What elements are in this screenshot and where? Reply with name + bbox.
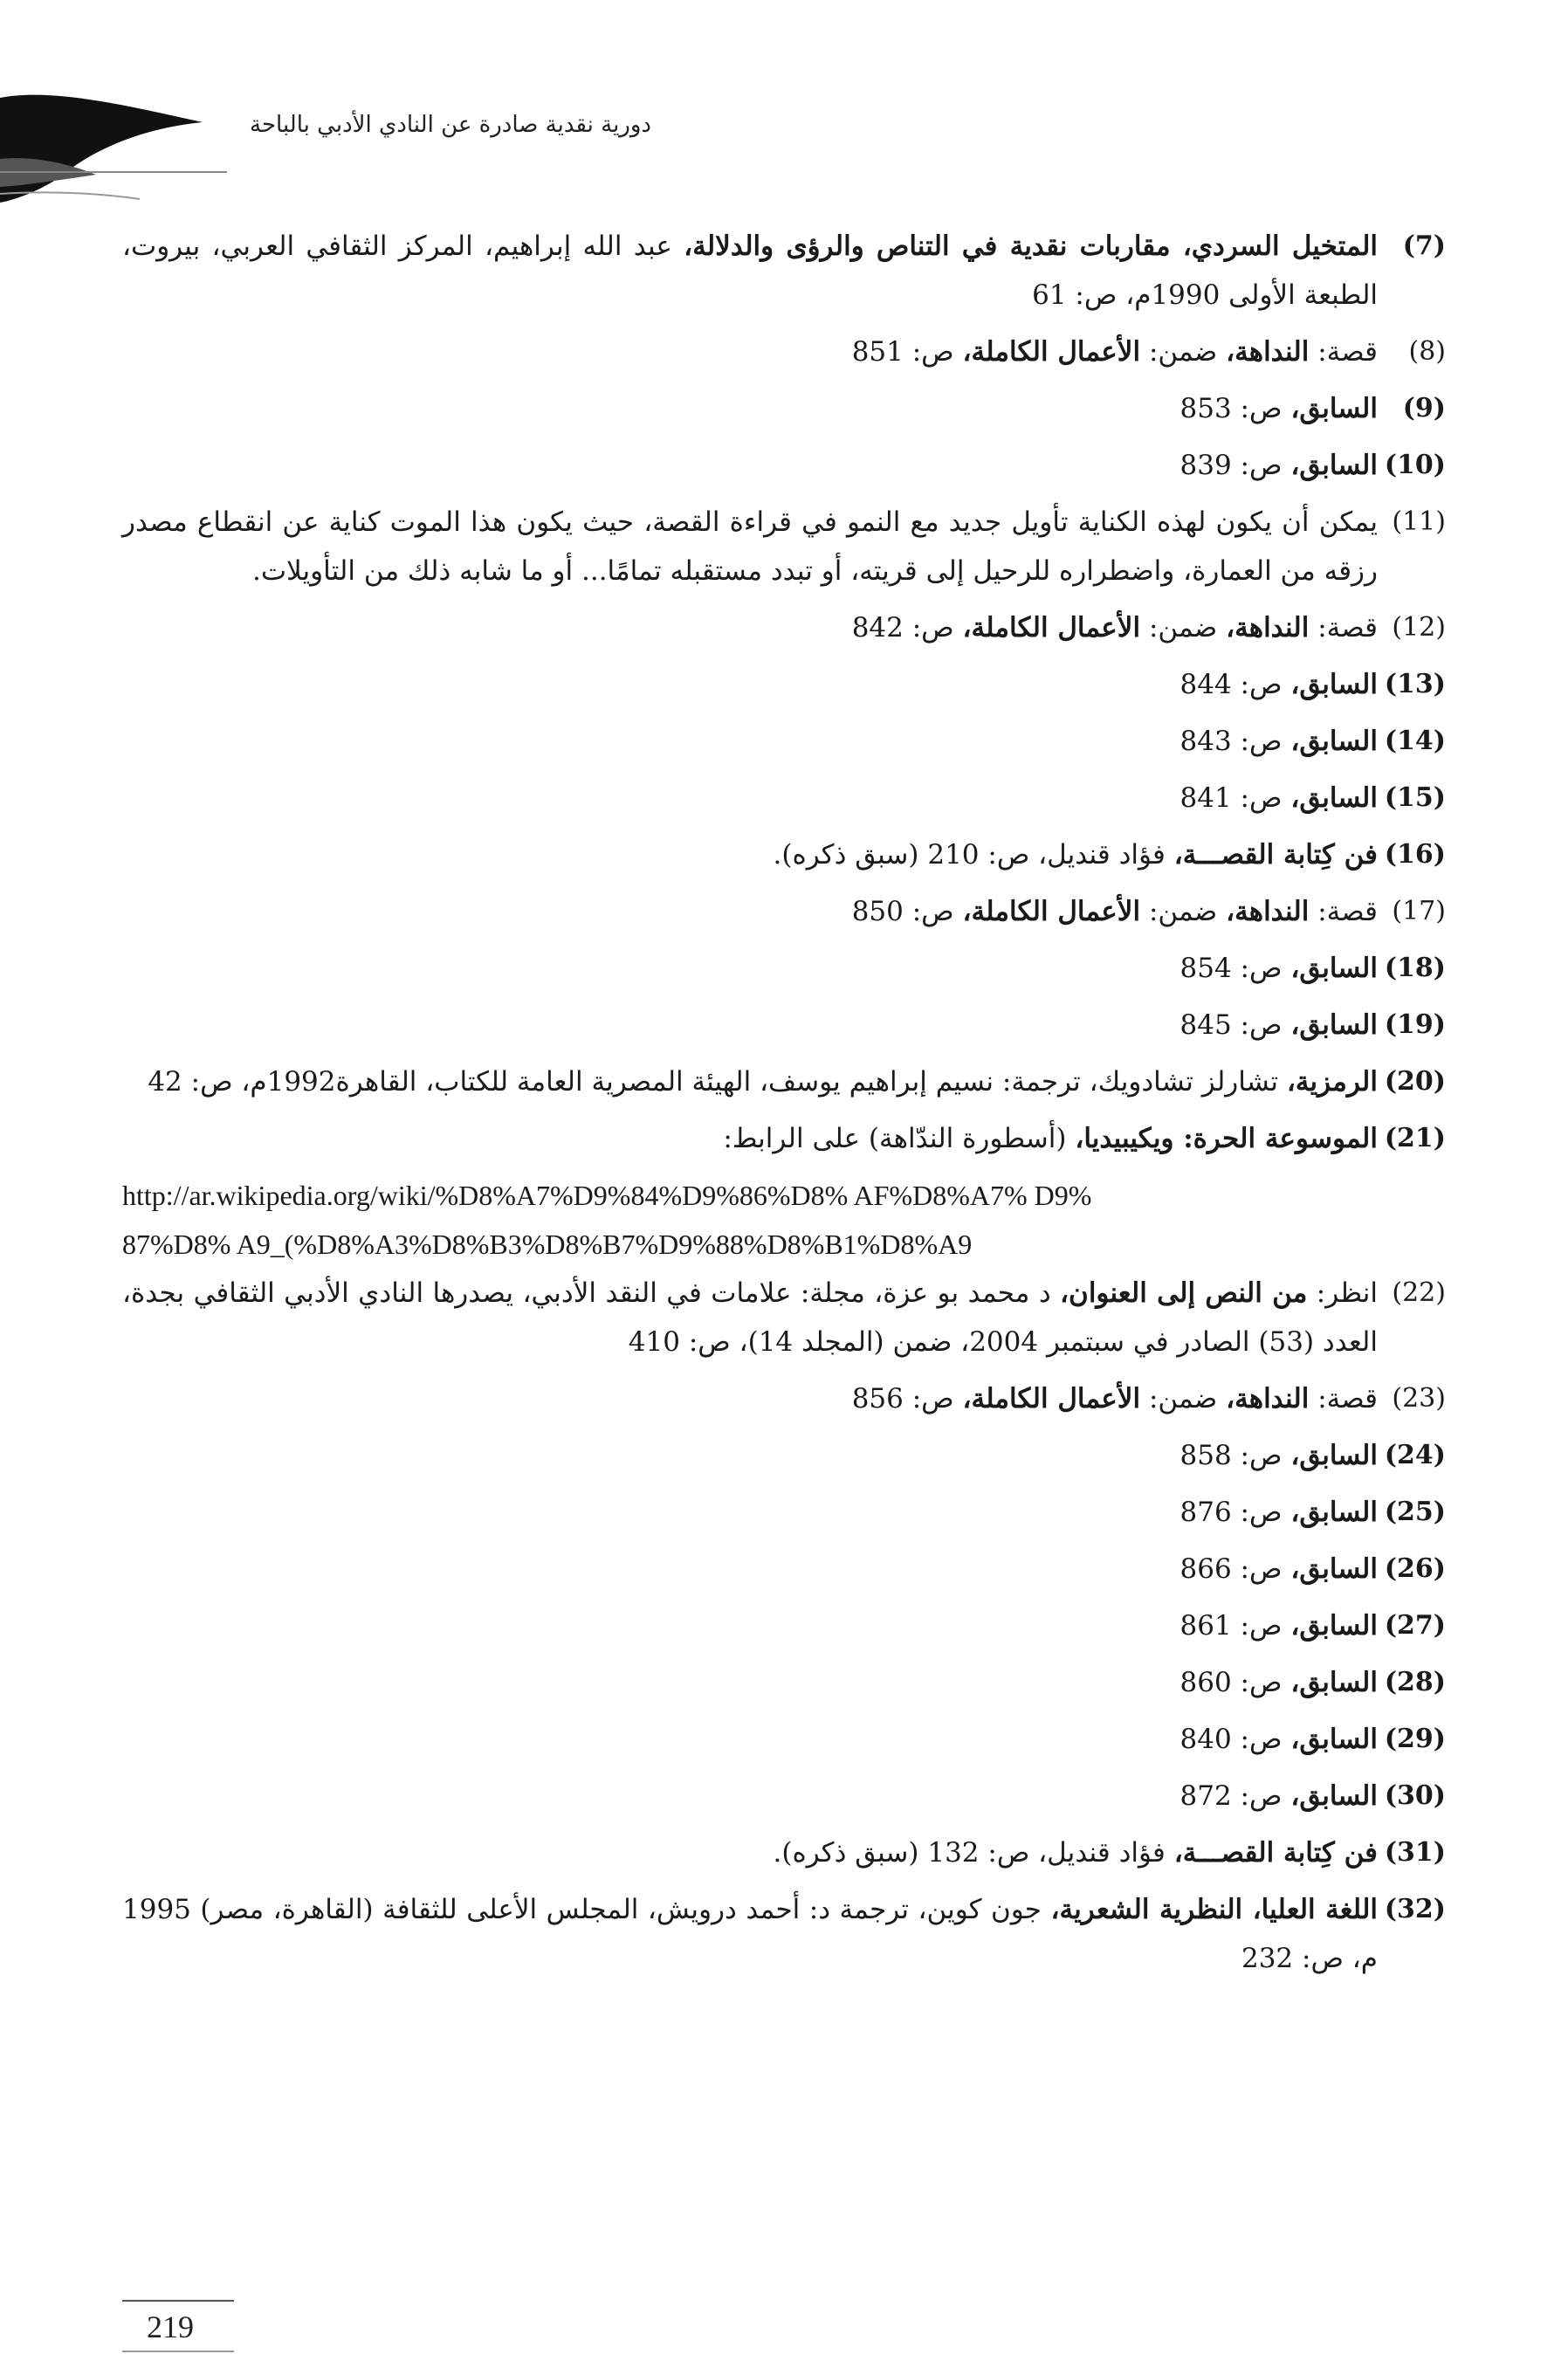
endnote-text (122, 222, 1378, 320)
endnote-item (122, 1114, 1446, 1163)
endnotes-list (122, 222, 1446, 1991)
endnote-source-title: الأعمال الكاملة، (962, 336, 1141, 368)
endnote-title: السابق، (1290, 1553, 1378, 1585)
endnote-prefix: قصة: (1309, 896, 1378, 927)
wikipedia-link-text (122, 1171, 1446, 1269)
endnote-text (122, 603, 1378, 652)
header-rule (0, 171, 227, 173)
endnote-text (122, 1715, 1378, 1764)
endnote-item (122, 1601, 1446, 1650)
endnote-text (122, 887, 1378, 936)
endnote-text (122, 1057, 1378, 1106)
endnote-number: (26) (1384, 1553, 1446, 1584)
endnote-item (122, 830, 1446, 879)
endnote-detail: ص: 850 (851, 896, 963, 927)
endnote-item (122, 1772, 1446, 1821)
endnote-detail: ص: 872 (1179, 1780, 1291, 1812)
endnote-text (122, 1114, 1378, 1163)
endnote-title: فن كِتابة القصـــة، (1173, 839, 1378, 871)
endnote-title: السابق، (1290, 1780, 1378, 1812)
endnote-title: السابق، (1290, 1497, 1378, 1528)
endnote-title: اللغة العليا، النظرية الشعرية، (1050, 1894, 1379, 1925)
endnote-number: (7) (1402, 231, 1446, 261)
endnote-number: (11) (1392, 506, 1446, 537)
endnote-source-title: الأعمال الكاملة، (962, 896, 1141, 927)
endnote-number: (9) (1402, 393, 1446, 423)
endnote-title: السابق، (1290, 726, 1378, 757)
page-number-rule-bottom (122, 2351, 234, 2352)
endnote-number: (19) (1384, 1009, 1446, 1040)
endnote-item (122, 222, 1446, 320)
endnote-item (122, 1488, 1446, 1537)
endnote-detail: عبد الله إبراهيم، المركز الثقافي العربي، بيروت، الطبعة الأولى 1990م، ص: 61 (122, 231, 1378, 311)
endnote-detail: فؤاد قنديل، ص: 210 (سبق ذكره). (773, 839, 1174, 871)
journal-header-title: دورية نقدية صادرة عن النادي الأدبي بالباحة (250, 112, 651, 138)
endnote-number: (29) (1384, 1724, 1446, 1754)
endnote-text (122, 327, 1378, 376)
endnote-text (122, 1828, 1378, 1877)
endnote-text (122, 1488, 1378, 1537)
endnote-text (122, 1374, 1378, 1423)
endnote-item (122, 1057, 1446, 1106)
endnote-item (122, 1828, 1446, 1877)
endnote-text (122, 774, 1378, 823)
endnote-number: (25) (1384, 1497, 1446, 1527)
endnote-title: السابق، (1290, 393, 1378, 424)
endnote-item (122, 441, 1446, 490)
endnote-text (122, 660, 1378, 709)
endnote-text (122, 498, 1378, 595)
endnote-title: من النص إلى العنوان، (1060, 1277, 1308, 1309)
endnote-detail: فؤاد قنديل، ص: 132 (سبق ذكره). (773, 1837, 1174, 1869)
endnote-title: الرمزية، (1286, 1066, 1378, 1098)
endnote-detail: ص: 876 (1179, 1497, 1291, 1528)
endnote-number: (24) (1384, 1440, 1446, 1470)
endnote-detail: ص: 841 (1179, 782, 1291, 814)
endnote-number: (28) (1384, 1667, 1446, 1697)
endnote-number: (17) (1392, 896, 1446, 926)
endnote-text (122, 1269, 1378, 1366)
endnote-detail: ص: 843 (1179, 726, 1291, 757)
endnote-text (122, 1601, 1378, 1650)
endnote-item (122, 774, 1446, 823)
endnote-connector: ضمن: (1140, 1383, 1227, 1415)
endnote-text (122, 1772, 1378, 1821)
endnote-prefix: قصة: (1309, 612, 1378, 644)
endnote-number: (16) (1384, 839, 1446, 870)
endnote-number: (30) (1384, 1780, 1446, 1811)
endnote-detail: د محمد بو عزة، مجلة: علامات في النقد الأدبي، يصدرها النادي الأدبي الثقافي بجدة، العدد (53) الصادر في سبتمبر 2004، ضمن (المجلد 14)، ص: 410 (122, 1277, 1378, 1358)
endnote-detail: يمكن أن يكون لهذه الكناية تأويل جديد مع النمو في قراءة القصة، حيث يكون هذا الموت كناية عن انقطاع مصدر رزقه من العمارة، واضطراره للرحيل إلى قريته، أو تبدد مستقبله تمامًا... أو ما شابه ذلك من التأويلات. (122, 506, 1378, 587)
endnote-title: فن كِتابة القصـــة، (1173, 1837, 1378, 1869)
endnote-number: (13) (1384, 669, 1446, 699)
endnote-detail: ص: 861 (1179, 1610, 1291, 1642)
endnote-prefix: انظر: (1307, 1277, 1378, 1309)
endnote-item (122, 384, 1446, 433)
endnote-title: النداهة، (1226, 336, 1310, 368)
endnote-item (122, 1431, 1446, 1480)
endnote-text (122, 441, 1378, 490)
endnote-item (122, 1374, 1446, 1423)
endnote-text (122, 1885, 1378, 1983)
endnote-detail: ص: 856 (851, 1383, 963, 1415)
endnote-connector: ضمن: (1140, 612, 1227, 644)
endnote-text (122, 1545, 1378, 1594)
endnote-title: السابق، (1290, 1009, 1378, 1041)
endnote-item (122, 1715, 1446, 1764)
endnote-title: السابق، (1290, 1610, 1378, 1642)
endnote-detail: ص: 866 (1179, 1553, 1291, 1585)
endnote-title: النداهة، (1226, 612, 1310, 644)
endnote-item (122, 944, 1446, 993)
endnote-detail: ص: 854 (1179, 953, 1291, 984)
endnote-text (122, 1658, 1378, 1707)
endnote-number: (15) (1384, 782, 1446, 813)
endnote-source-title: الأعمال الكاملة، (962, 612, 1141, 644)
endnote-item (122, 887, 1446, 936)
endnote-connector: ضمن: (1140, 336, 1227, 368)
endnote-item (122, 1001, 1446, 1050)
endnote-number: (12) (1392, 612, 1446, 643)
endnote-item (122, 1658, 1446, 1707)
endnote-number: (14) (1384, 726, 1446, 756)
endnote-item (122, 1885, 1446, 1983)
endnote-number: (21) (1384, 1123, 1446, 1153)
endnote-number: (18) (1384, 953, 1446, 983)
endnote-item (122, 603, 1446, 652)
endnote-title: السابق، (1290, 1724, 1378, 1755)
endnote-detail: ص: 845 (1179, 1009, 1291, 1041)
endnote-title: الموسوعة الحرة: ويكيبيديا، (1075, 1123, 1378, 1154)
endnote-text (122, 717, 1378, 766)
endnote-text (122, 384, 1378, 433)
endnote-source-title: الأعمال الكاملة، (962, 1383, 1141, 1415)
endnote-title: السابق، (1290, 953, 1378, 984)
endnote-text (122, 1001, 1378, 1050)
endnote-title: النداهة، (1226, 1383, 1310, 1415)
endnote-item (122, 498, 1446, 595)
endnote-number: (22) (1392, 1277, 1446, 1308)
endnote-title: السابق، (1290, 450, 1378, 481)
endnote-title: السابق، (1290, 782, 1378, 814)
endnote-item (122, 1545, 1446, 1594)
endnote-detail: ص: 853 (1179, 393, 1291, 424)
endnote-prefix: قصة: (1309, 336, 1378, 368)
endnote-number: (31) (1384, 1837, 1446, 1868)
endnote-number: (23) (1392, 1383, 1446, 1414)
header-decoration (0, 72, 210, 211)
endnote-detail: ص: 839 (1179, 450, 1291, 481)
endnote-item (122, 1269, 1446, 1366)
endnote-title: السابق، (1290, 1667, 1378, 1698)
endnote-detail: ص: 840 (1179, 1724, 1291, 1755)
endnote-detail: ص: 860 (1179, 1667, 1291, 1698)
endnote-detail: جون كوين، ترجمة د: أحمد درويش، المجلس الأعلى للثقافة (القاهرة، مصر) 1995 م، ص: 232 (122, 1894, 1378, 1974)
endnote-connector: ضمن: (1140, 896, 1227, 927)
endnote-title: السابق، (1290, 1440, 1378, 1471)
url-line: http://ar.wikipedia.org/wiki/%D8%A7%D9%84%D9%86%D8% AF%D8%A7% D9% (122, 1180, 1092, 1211)
endnote-number: (10) (1384, 450, 1446, 480)
endnote-detail: ص: 844 (1179, 669, 1291, 700)
page-number: 219 (147, 2309, 194, 2344)
endnote-item (122, 660, 1446, 709)
endnote-text (122, 1431, 1378, 1480)
endnote-prefix: قصة: (1309, 1383, 1378, 1415)
endnote-title: المتخيل السردي، مقاربات نقدية في التناص والرؤى والدلالة، (684, 231, 1378, 262)
endnote-number: (20) (1384, 1066, 1446, 1097)
endnote-detail: ص: 858 (1179, 1440, 1291, 1471)
endnote-item (122, 717, 1446, 766)
endnote-text (122, 944, 1378, 993)
endnote-detail: (أسطورة الندّاهة) على الرابط: (723, 1123, 1076, 1154)
endnote-number: (27) (1384, 1610, 1446, 1641)
endnote-number: (8) (1408, 336, 1446, 367)
endnote-number: (32) (1384, 1894, 1446, 1924)
endnote-title: السابق، (1290, 669, 1378, 700)
endnote-title: النداهة، (1226, 896, 1310, 927)
endnote-item (122, 327, 1446, 376)
page-number-rule-top (122, 2300, 234, 2302)
endnote-detail: ص: 842 (851, 612, 963, 644)
endnote-detail: ص: 851 (851, 336, 963, 368)
endnote-text (122, 830, 1378, 879)
endnote-detail: تشارلز تشادويك، ترجمة: نسيم إبراهيم يوسف، الهيئة المصرية العامة للكتاب، القاهرة1992م، ص: 42 (148, 1066, 1287, 1098)
url-line: 87%D8% A9_(%D8%A3%D8%B3%D8%B7%D9%88%D8%B1%D8%A9 (122, 1229, 973, 1260)
